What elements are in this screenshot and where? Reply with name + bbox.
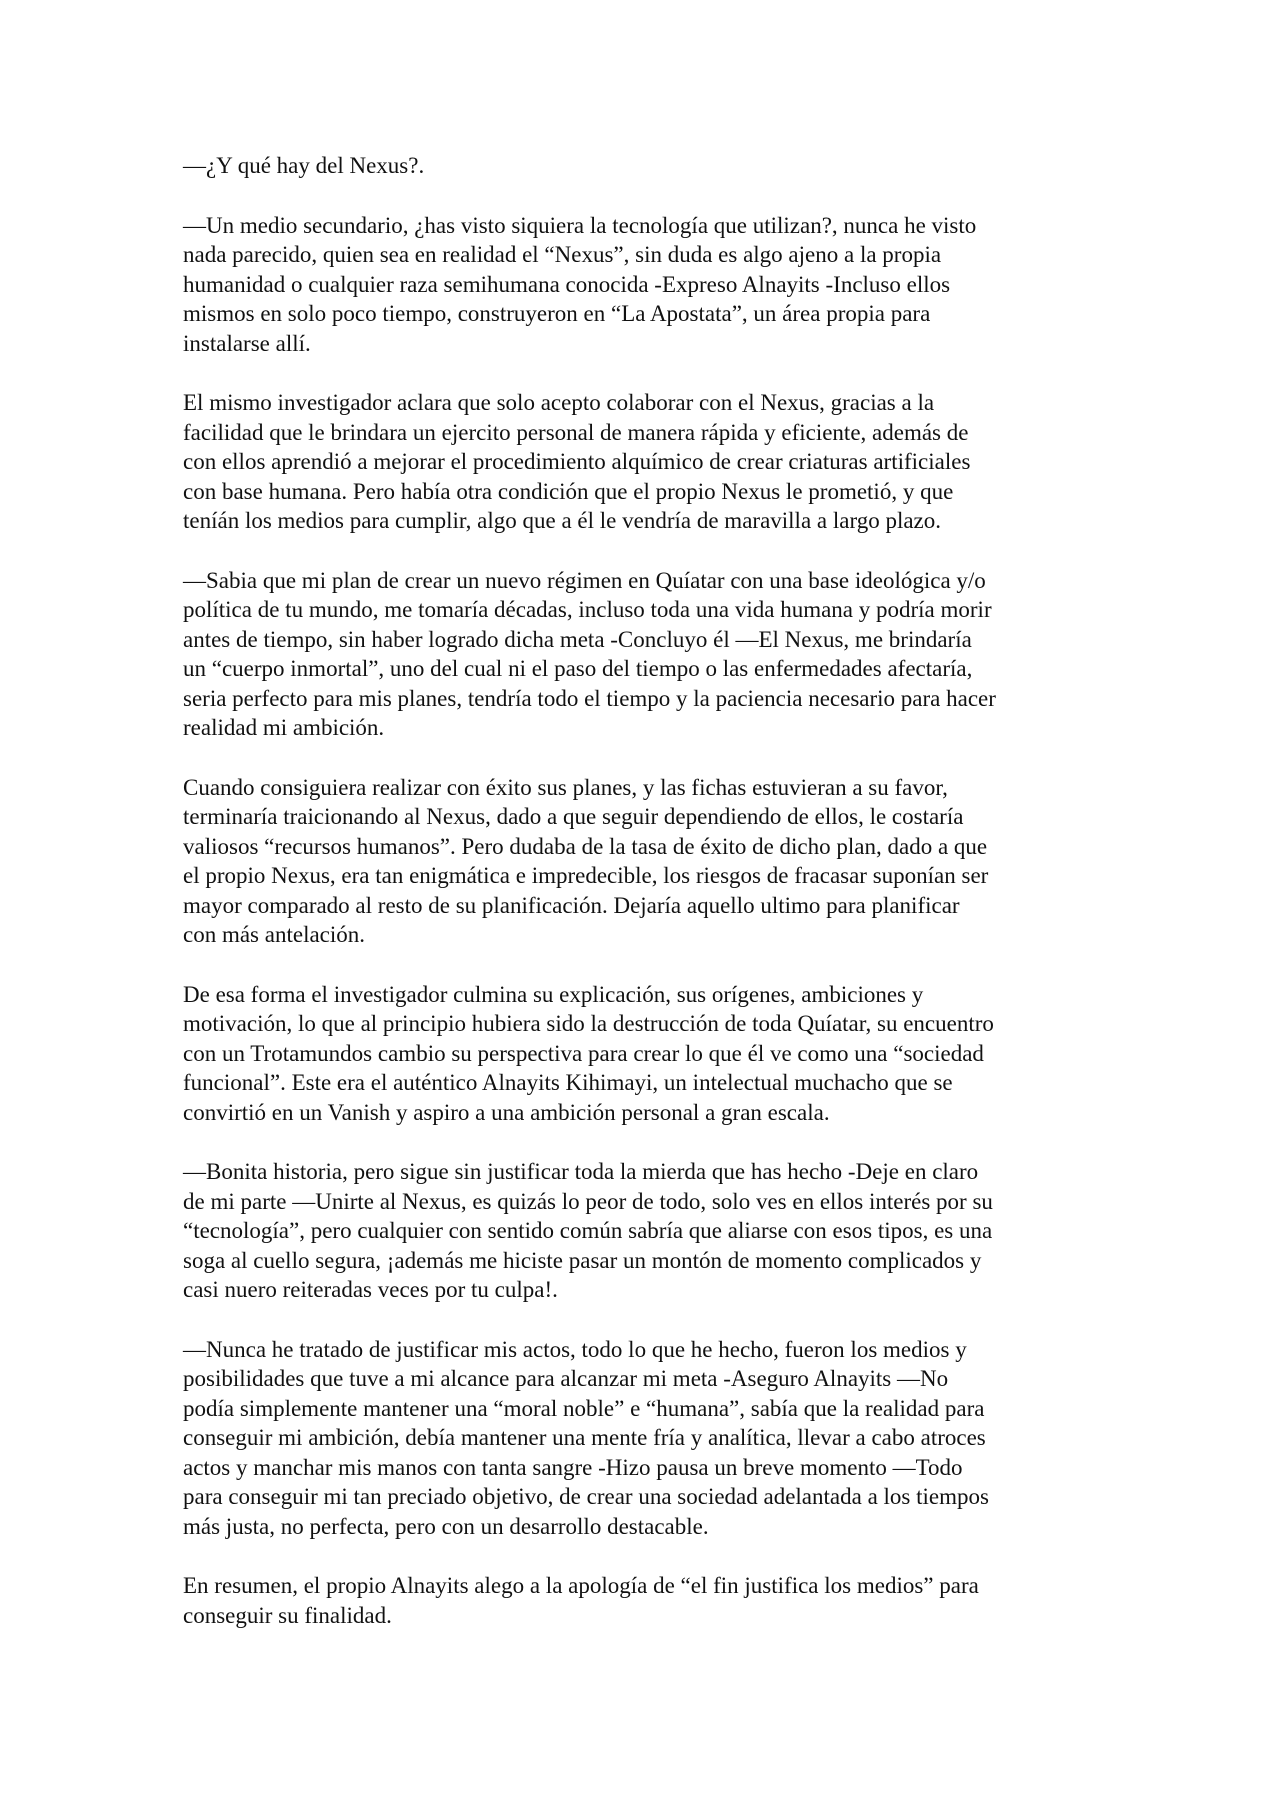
paragraph: —Sabia que mi plan de crear un nuevo régimen en Quíatar con una base ideológica y/o política de tu mundo, me tomaría décadas, incluso toda una vida humana y podría morir antes de tiempo, sin haber logrado dicha meta -Concluyo él —El Nexus, me brindaría un “cuerpo inmortal”, uno del cual ni el paso del tiempo o las enfermedades afectaría, seria perfecto para mis planes, tendría todo el tiempo y la paciencia necesario para hacer realidad mi ambición. (183, 567, 996, 740)
paragraph: En resumen, el propio Alnayits alego a la apología de “el fin justifica los medios” para conseguir su finalidad. (183, 1573, 979, 1628)
paragraph: De esa forma el investigador culmina su explicación, sus orígenes, ambiciones y motivación, lo que al principio hubiera sido la destrucción de toda Quíatar, su encuentro con un Trotamundos cambio su perspectiva para crear lo que él ve como una “sociedad funcional”. Este era el auténtico Alnayits Kihimayi, un intelectual muchacho que se convirtió en un Vanish y aspiro a una ambición personal a gran escala. (183, 981, 994, 1125)
paragraph: El mismo investigador aclara que solo acepto colaborar con el Nexus, gracias a la facilidad que le brindara un ejercito personal de manera rápida y eficiente, además de con ellos aprendió a mejorar el procedimiento alquímico de crear criaturas artificiales con base humana. Pero había otra condición que el propio Nexus le prometió, y que teníán los medios para cumplir, algo que a él le vendría de maravilla a largo plazo. (183, 390, 971, 533)
paragraph: Cuando consiguiera realizar con éxito sus planes, y las fichas estuvieran a su favor, terminaría traicionando al Nexus, dado a que seguir dependiendo de ellos, le costaría valiosos “recursos humanos”. Pero dudaba de la tasa de éxito de dicho plan, dado a que el propio Nexus, era tan enigmática e impredecible, los riesgos de fracasar suponían ser mayor comparado al resto de su planificación. Dejaría aquello ultimo para planificar con más antelación. (183, 774, 989, 947)
paragraph: —Un medio secundario, ¿has visto siquiera la tecnología que utilizan?, nunca he visto nada parecido, quien sea en realidad el “Nexus”, sin duda es algo ajeno a la propia humanidad o cualquier raza semihumana conocida -Expreso Alnayits -Incluso ellos mismos en solo poco tiempo, construyeron en “La Apostata”, un área propia para instalarse allí. (183, 212, 977, 356)
document-body (183, 151, 1103, 1660)
paragraph: —Bonita historia, pero sigue sin justificar toda la mierda que has hecho -Deje en claro de mi parte —Unirte al Nexus, es quizás lo peor de todo, solo ves en ellos interés por su “tecnología”, pero cualquier con sentido común sabría que aliarse con esos tipos, es una soga al cuello segura, ¡además me hiciste pasar un montón de momento complicados y casi nuero reiteradas veces por tu culpa!. (183, 1159, 993, 1302)
paragraph: —Nunca he tratado de justificar mis actos, todo lo que he hecho, fueron los medios y posibilidades que tuve a mi alcance para alcanzar mi meta -Aseguro Alnayits —No podía simplemente mantener una “moral noble” e “humana”, sabía que la realidad para conseguir mi ambición, debía mantener una mente fría y analítica, llevar a cabo atroces actos y manchar mis manos con tanta sangre -Hizo pausa un breve momento —Todo para conseguir mi tan preciado objetivo, de crear una sociedad adelantada a los tiempos más justa, no perfecta, pero con un desarrollo destacable. (183, 1336, 989, 1539)
paragraph: —¿Y qué hay del Nexus?. (183, 153, 425, 178)
